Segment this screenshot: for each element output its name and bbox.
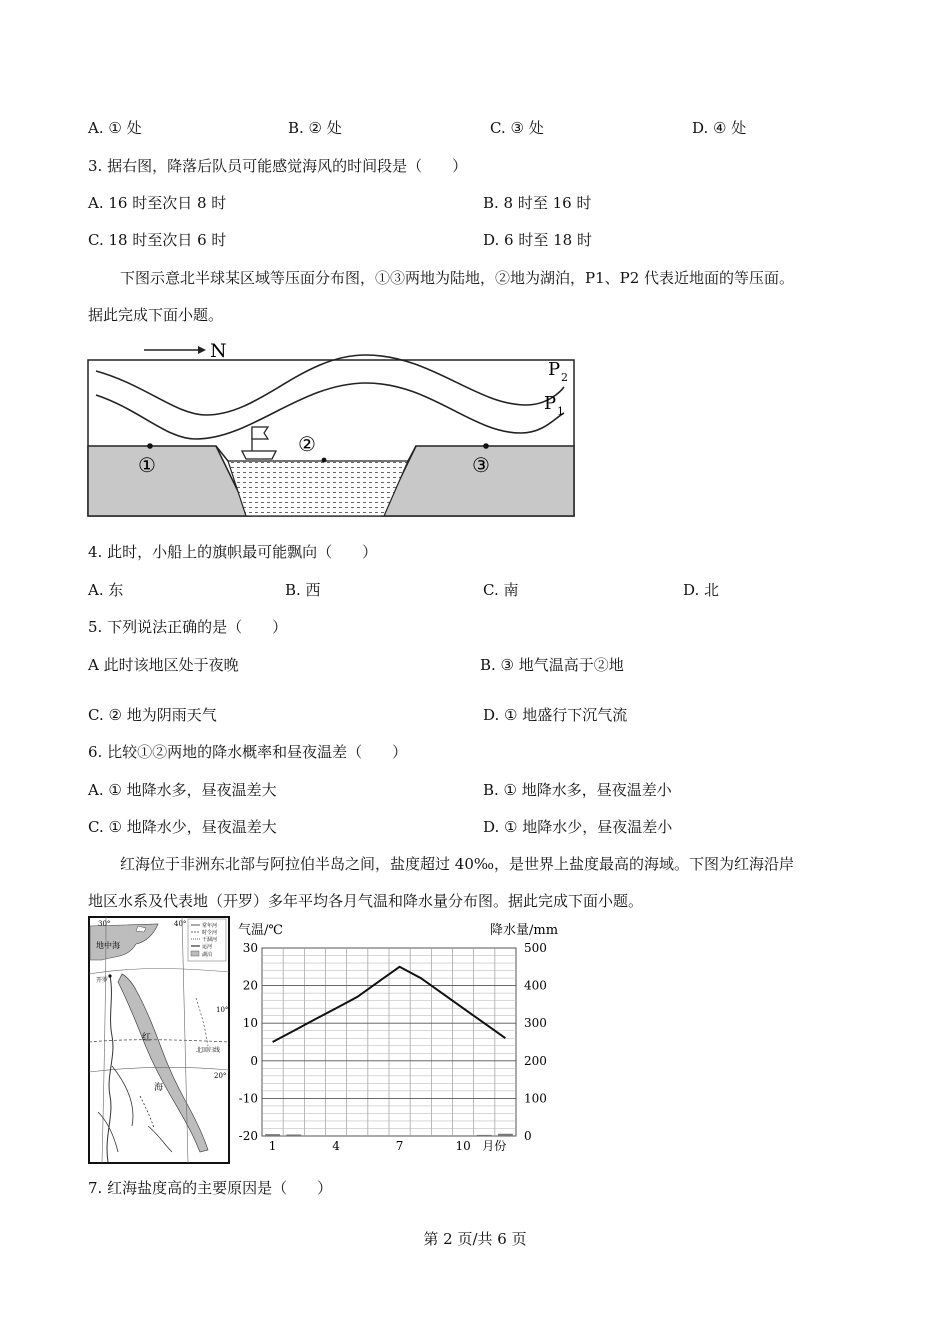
q5-stem: 5. 下列说法正确的是（ ） [88,618,288,636]
lon40-label: 40° [174,920,187,928]
flag-icon [252,427,268,439]
precip-bar [498,1134,513,1136]
hong-label: 红 [142,1033,152,1043]
q3-option-b: B. 8 时至 16 时 [483,194,592,212]
q2-option-c: C. ③ 处 [490,119,544,137]
site2-label: ② [298,432,316,456]
site3-label: ③ [472,453,490,477]
north-label: N [210,340,227,362]
hai-label: 海 [154,1083,164,1093]
q3-option-d: D. 6 时至 18 时 [483,231,592,249]
q6-option-b: B. ① 地降水多，昼夜温差小 [483,781,672,799]
q5-option-b: B. ③ 地气温高于②地 [480,656,624,674]
climate-chart [234,918,564,1158]
q6-stem: 6. 比较①②两地的降水概率和昼夜温差（ ） [88,743,408,761]
lake [228,461,408,516]
isobar-p2 [96,355,564,415]
legend-seasonal: 时令河 [202,930,218,936]
chart-grid [262,948,516,1136]
legend-lake: 湖泊 [202,952,213,958]
mediterranean-label: 地中海 [96,941,120,950]
q6-option-c: C. ① 地降水少，昼夜温差大 [88,818,277,836]
intro-pressure-line2: 据此完成下面小题。 [88,306,224,324]
q6-option-d: D. ① 地降水少，昼夜温差小 [483,818,673,836]
q4-stem: 4. 此时，小船上的旗帜最可能飘向（ ） [88,543,378,561]
q2-option-d: D. ④ 处 [692,119,747,137]
isobar-p1 [96,383,564,439]
q2-option-a: A. ① 处 [88,119,142,137]
y-left-tick: 30 [242,941,258,955]
q3-option-c: C. 18 时至次日 6 时 [88,231,227,249]
q4-option-b: B. 西 [285,581,321,599]
y-left-tick: -10 [238,1091,258,1106]
p1-sub: 1 [557,405,564,418]
pressure-diagram [86,335,582,521]
q4-option-d: D. 北 [683,581,720,599]
y-right-tick: 500 [524,941,547,955]
q4-option-a: A. 东 [88,581,124,599]
q5-option-a: A 此时该地区处于夜晚 [88,656,239,674]
y-left-tick: 0 [250,1053,258,1068]
boat-icon [242,427,276,459]
lat10-label: 10° [216,1006,229,1014]
tropic-label: 北回归线 [196,1047,221,1054]
q2-option-b: B. ② 处 [288,119,342,137]
y-right-title: 降水量/mm [490,923,559,938]
legend-dry: 干涸河 [202,937,218,943]
intro-pressure-line1: 下图示意北半球某区域等压面分布图，①③两地为陆地，②地为湖泊，P1、P2 代表近地面的等压面。 [120,269,795,287]
y-right-tick: 400 [524,978,547,993]
y-left-tick: -20 [238,1129,258,1143]
legend-perennial: 常年河 [202,923,218,929]
q3-stem: 3. 据右图，降落后队员可能感觉海风的时间段是（ ） [88,157,468,175]
intro-redsea-line1: 红海位于非洲东北部与阿拉伯半岛之间，盐度超过 40‰，是世界上盐度最高的海域。下图为红海沿岸 [120,855,794,873]
q3-option-a: A. 16 时至次日 8 时 [88,194,227,212]
x-tick: 1 [268,1139,277,1153]
q6-option-a: A. ① 地降水多，昼夜温差大 [88,781,277,799]
y-right-tick: 200 [524,1053,547,1068]
x-tick: 10 [455,1139,471,1153]
lon30-label: 30° [98,920,111,928]
cairo-label: 开罗 [96,977,109,984]
x-tick: 7 [395,1139,404,1153]
y-right-tick: 100 [524,1091,547,1106]
precip-bar [477,1135,492,1136]
p2-sub: 2 [561,371,568,384]
legend-canal: 运河 [202,944,213,950]
x-axis-title: 月份 [482,1139,507,1153]
redsea-map [88,916,230,1164]
q5-option-c: C. ② 地为阴雨天气 [88,706,217,724]
y-right-tick: 300 [524,1016,547,1031]
intro-redsea-line2: 地区水系及代表地（开罗）多年平均各月气温和降水量分布图。据此完成下面小题。 [88,892,644,910]
site1-label: ① [138,453,156,477]
p1-label: P [544,393,557,414]
y-left-tick: 20 [242,978,258,993]
q7-stem: 7. 红海盐度高的主要原因是（ ） [88,1179,333,1197]
lat20-label: 20° [214,1072,227,1080]
precip-bar [286,1134,301,1136]
y-left-tick: 10 [242,1016,258,1031]
land-left [88,446,250,516]
q5-option-d: D. ① 地盛行下沉气流 [483,706,628,724]
q4-option-c: C. 南 [483,581,519,599]
p2-label: P [548,359,561,380]
precip-bar [265,1134,280,1136]
y-right-tick: 0 [524,1129,532,1143]
x-tick: 4 [332,1139,340,1153]
page-footer: 第 2 页/共 6 页 [423,1230,527,1248]
y-left-title: 气温/℃ [238,923,283,938]
